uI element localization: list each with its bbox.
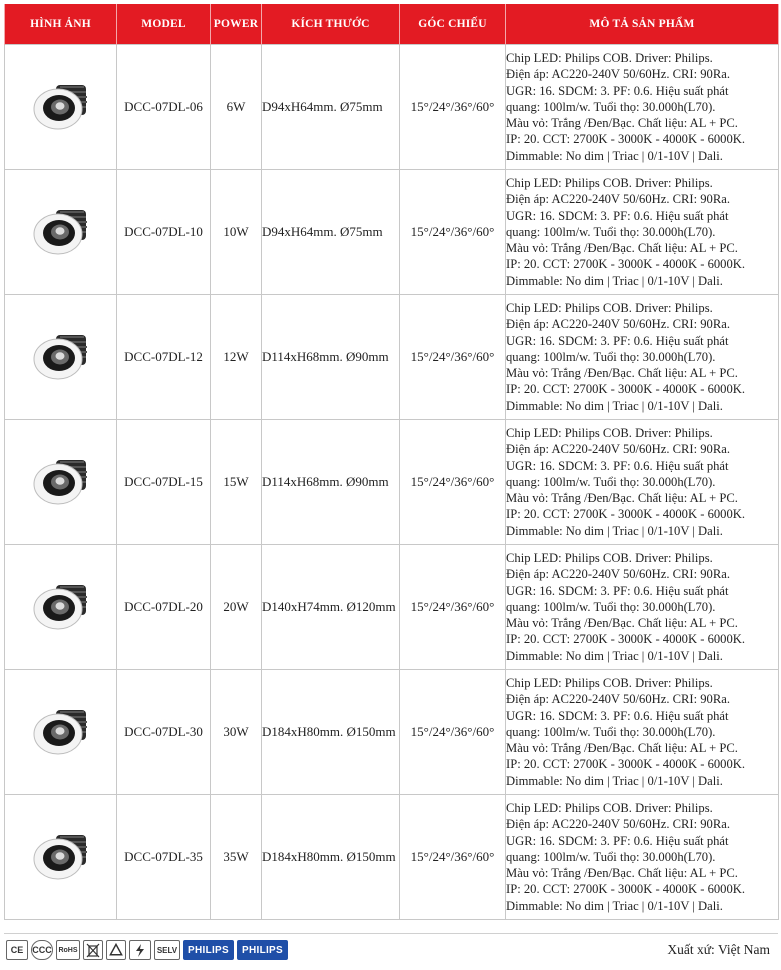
angle-cell: 15°/24°/36°/60° <box>400 795 506 920</box>
description-line: quang: 100lm/w. Tuổi thọ: 30.000h(L70). <box>506 349 716 364</box>
product-image-cell <box>5 795 117 920</box>
description-line: Điện áp: AC220-240V 50/60Hz. CRI: 90Ra. <box>506 817 730 832</box>
description-line: Điện áp: AC220-240V 50/60Hz. CRI: 90Ra. <box>506 67 730 82</box>
size-cell: D94xH64mm. Ø75mm <box>262 170 400 295</box>
description-line: UGR: 16. SDCM: 3. PF: 0.6. Hiệu suất phát <box>506 83 729 98</box>
model-cell: DCC-07DL-12 <box>117 295 211 420</box>
angle-cell: 15°/24°/36°/60° <box>400 45 506 170</box>
angle-cell: 15°/24°/36°/60° <box>400 545 506 670</box>
product-image-cell <box>5 170 117 295</box>
description-line: Màu vỏ: Trắng /Đen/Bạc. Chất liệu: AL + PC. <box>506 866 738 881</box>
table-row <box>5 670 779 795</box>
downlight-image <box>26 204 96 260</box>
angle-cell: 15°/24°/36°/60° <box>400 295 506 420</box>
product-image-cell <box>5 545 117 670</box>
angle-cell: 15°/24°/36°/60° <box>400 170 506 295</box>
description-line: quang: 100lm/w. Tuổi thọ: 30.000h(L70). <box>506 849 716 864</box>
model-cell: DCC-07DL-06 <box>117 45 211 170</box>
power-cell: 12W <box>211 295 262 420</box>
size-cell: D94xH64mm. Ø75mm <box>262 45 400 170</box>
angle-cell: 15°/24°/36°/60° <box>400 420 506 545</box>
description-line: quang: 100lm/w. Tuổi thọ: 30.000h(L70). <box>506 474 716 489</box>
angle-cell: 15°/24°/36°/60° <box>400 670 506 795</box>
product-image-cell <box>5 45 117 170</box>
description-line: Điện áp: AC220-240V 50/60Hz. CRI: 90Ra. <box>506 692 730 707</box>
description-line: UGR: 16. SDCM: 3. PF: 0.6. Hiệu suất phát <box>506 833 729 848</box>
description-line: Chip LED: Philips COB. Driver: Philips. <box>506 551 713 566</box>
size-cell: D184xH80mm. Ø150mm <box>262 670 400 795</box>
description-text <box>506 50 778 163</box>
downlight-image <box>26 579 96 635</box>
description-line: Màu vỏ: Trắng /Đen/Bạc. Chất liệu: AL + PC. <box>506 366 738 381</box>
description-cell <box>506 170 779 295</box>
footer <box>4 933 778 968</box>
description-line: UGR: 16. SDCM: 3. PF: 0.6. Hiệu suất phát <box>506 208 729 223</box>
description-line: Chip LED: Philips COB. Driver: Philips. <box>506 426 713 441</box>
description-text <box>506 675 778 788</box>
size-cell: D114xH68mm. Ø90mm <box>262 295 400 420</box>
downlight-image <box>26 79 96 135</box>
power-cell: 15W <box>211 420 262 545</box>
description-line: Dimmable: No dim | Triac | 0/1-10V | Dali. <box>506 398 723 413</box>
table-row <box>5 420 779 545</box>
origin-text: Xuất xứ: Việt Nam <box>667 942 770 957</box>
header-angle: GÓC CHIẾU <box>400 4 506 45</box>
model-cell: DCC-07DL-30 <box>117 670 211 795</box>
description-line: Màu vỏ: Trắng /Đen/Bạc. Chất liệu: AL + PC. <box>506 616 738 631</box>
description-line: IP: 20. CCT: 2700K - 3000K - 4000K - 6000K. <box>506 132 745 147</box>
certification-logos <box>6 939 288 961</box>
description-cell <box>506 420 779 545</box>
size-cell: D114xH68mm. Ø90mm <box>262 420 400 545</box>
product-image-cell <box>5 295 117 420</box>
power-cell: 30W <box>211 670 262 795</box>
description-line: quang: 100lm/w. Tuổi thọ: 30.000h(L70). <box>506 224 716 239</box>
description-cell <box>506 795 779 920</box>
description-line: Dimmable: No dim | Triac | 0/1-10V | Dali. <box>506 273 723 288</box>
description-line: UGR: 16. SDCM: 3. PF: 0.6. Hiệu suất phát <box>506 708 729 723</box>
description-line: Dimmable: No dim | Triac | 0/1-10V | Dali. <box>506 773 723 788</box>
weee-bin-icon <box>83 940 103 960</box>
table-row <box>5 295 779 420</box>
description-line: quang: 100lm/w. Tuổi thọ: 30.000h(L70). <box>506 599 716 614</box>
description-line: Chip LED: Philips COB. Driver: Philips. <box>506 301 713 316</box>
description-cell <box>506 45 779 170</box>
description-line: UGR: 16. SDCM: 3. PF: 0.6. Hiệu suất phát <box>506 583 729 598</box>
description-line: Dimmable: No dim | Triac | 0/1-10V | Dali. <box>506 648 723 663</box>
philips-logo-1: PHILIPS <box>183 940 234 960</box>
lightning-icon <box>129 940 151 960</box>
description-line: Dimmable: No dim | Triac | 0/1-10V | Dali. <box>506 148 723 163</box>
description-text <box>506 425 778 538</box>
description-cell <box>506 670 779 795</box>
description-cell <box>506 295 779 420</box>
description-line: Điện áp: AC220-240V 50/60Hz. CRI: 90Ra. <box>506 442 730 457</box>
description-line: IP: 20. CCT: 2700K - 3000K - 4000K - 6000K. <box>506 882 745 897</box>
description-line: Chip LED: Philips COB. Driver: Philips. <box>506 176 713 191</box>
model-cell: DCC-07DL-15 <box>117 420 211 545</box>
description-line: quang: 100lm/w. Tuổi thọ: 30.000h(L70). <box>506 99 716 114</box>
description-line: IP: 20. CCT: 2700K - 3000K - 4000K - 6000K. <box>506 507 745 522</box>
description-line: Điện áp: AC220-240V 50/60Hz. CRI: 90Ra. <box>506 192 730 207</box>
ccc-mark-icon: CCC <box>31 940 53 960</box>
description-line: Màu vỏ: Trắng /Đen/Bạc. Chất liệu: AL + PC. <box>506 491 738 506</box>
description-text <box>506 300 778 413</box>
model-cell: DCC-07DL-35 <box>117 795 211 920</box>
description-line: Màu vỏ: Trắng /Đen/Bạc. Chất liệu: AL + PC. <box>506 241 738 256</box>
description-line: Điện áp: AC220-240V 50/60Hz. CRI: 90Ra. <box>506 317 730 332</box>
description-line: IP: 20. CCT: 2700K - 3000K - 4000K - 6000K. <box>506 632 745 647</box>
header-power: POWER <box>211 4 262 45</box>
description-text <box>506 550 778 663</box>
description-line: UGR: 16. SDCM: 3. PF: 0.6. Hiệu suất phát <box>506 458 729 473</box>
description-line: IP: 20. CCT: 2700K - 3000K - 4000K - 6000K. <box>506 257 745 272</box>
description-line: Dimmable: No dim | Triac | 0/1-10V | Dali. <box>506 898 723 913</box>
table-row <box>5 45 779 170</box>
power-cell: 20W <box>211 545 262 670</box>
description-line: Màu vỏ: Trắng /Đen/Bạc. Chất liệu: AL + PC. <box>506 116 738 131</box>
downlight-image <box>26 329 96 385</box>
description-line: Dimmable: No dim | Triac | 0/1-10V | Dali. <box>506 523 723 538</box>
description-line: IP: 20. CCT: 2700K - 3000K - 4000K - 6000K. <box>506 757 745 772</box>
table-row <box>5 170 779 295</box>
size-cell: D140xH74mm. Ø120mm <box>262 545 400 670</box>
downlight-image <box>26 704 96 760</box>
ce-mark-icon: CE <box>6 940 28 960</box>
recycle-icon <box>106 940 126 960</box>
description-text <box>506 800 778 913</box>
downlight-image <box>26 829 96 885</box>
size-cell: D184xH80mm. Ø150mm <box>262 795 400 920</box>
header-row <box>5 4 779 45</box>
power-cell: 6W <box>211 45 262 170</box>
description-line: quang: 100lm/w. Tuổi thọ: 30.000h(L70). <box>506 724 716 739</box>
product-image-cell <box>5 420 117 545</box>
power-cell: 35W <box>211 795 262 920</box>
header-description: MÔ TẢ SẢN PHẨM <box>506 4 779 45</box>
description-line: Chip LED: Philips COB. Driver: Philips. <box>506 676 713 691</box>
philips-logo-2: PHILIPS <box>237 940 288 960</box>
table-row <box>5 545 779 670</box>
header-image: HÌNH ẢNH <box>5 4 117 45</box>
table-row <box>5 795 779 920</box>
model-cell: DCC-07DL-10 <box>117 170 211 295</box>
description-line: Điện áp: AC220-240V 50/60Hz. CRI: 90Ra. <box>506 567 730 582</box>
description-cell <box>506 545 779 670</box>
description-line: UGR: 16. SDCM: 3. PF: 0.6. Hiệu suất phát <box>506 333 729 348</box>
header-size: KÍCH THƯỚC <box>262 4 400 45</box>
description-line: Màu vỏ: Trắng /Đen/Bạc. Chất liệu: AL + PC. <box>506 741 738 756</box>
product-image-cell <box>5 670 117 795</box>
downlight-image <box>26 454 96 510</box>
description-line: IP: 20. CCT: 2700K - 3000K - 4000K - 6000K. <box>506 382 745 397</box>
product-spec-table <box>4 4 779 920</box>
selv-mark-icon: SELV <box>154 940 180 960</box>
description-text <box>506 175 778 288</box>
power-cell: 10W <box>211 170 262 295</box>
description-line: Chip LED: Philips COB. Driver: Philips. <box>506 801 713 816</box>
description-line: Chip LED: Philips COB. Driver: Philips. <box>506 51 713 66</box>
header-model: MODEL <box>117 4 211 45</box>
model-cell: DCC-07DL-20 <box>117 545 211 670</box>
rohs-mark-icon: RoHS <box>56 940 80 960</box>
